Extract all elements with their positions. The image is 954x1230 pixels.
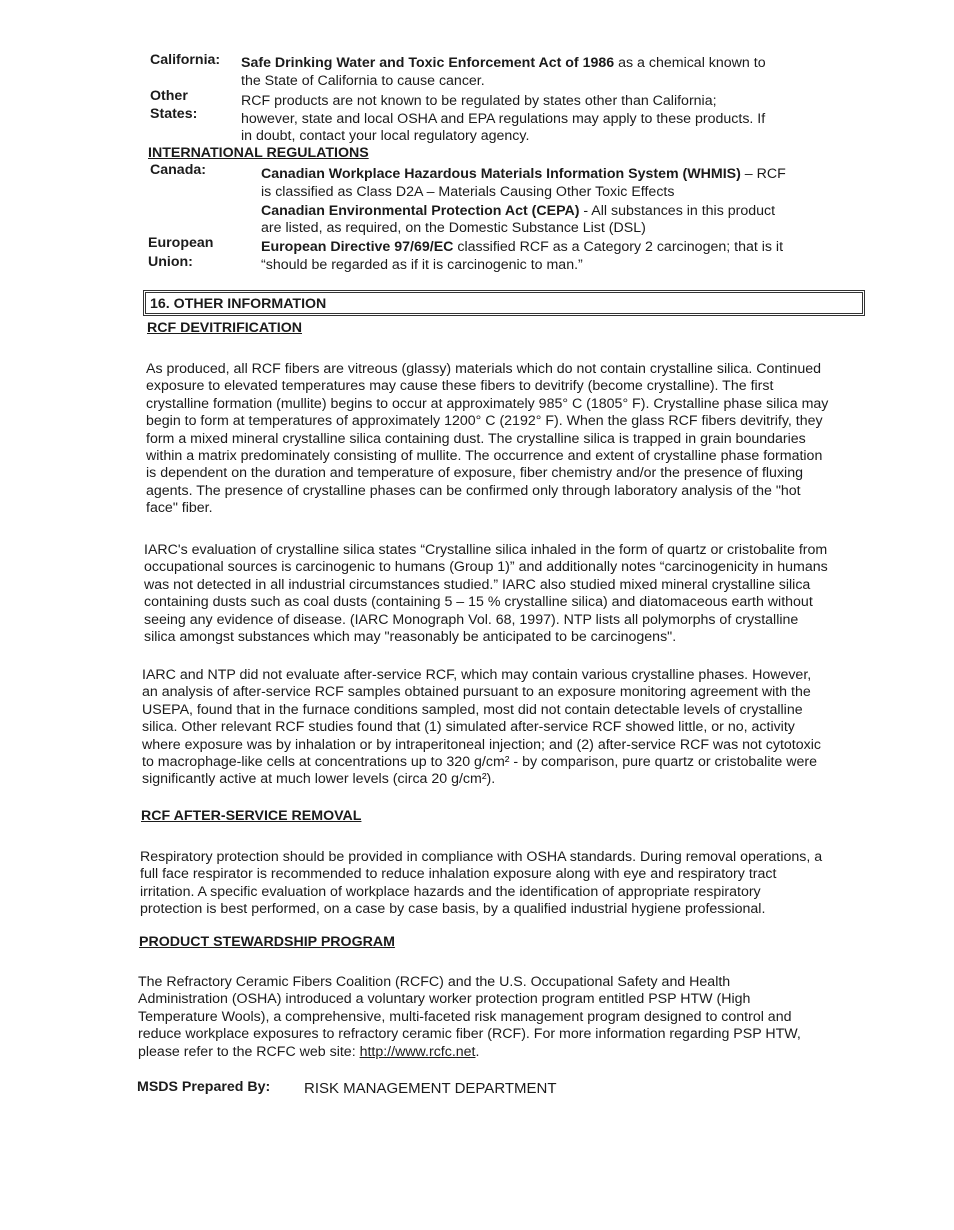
paragraph-line: to macrophage-like cells at concentrations up to 320 g/cm² - by comparison, pure quartz or cristobalite were (142, 754, 818, 771)
paragraph-line: begin to form at temperatures of approximately 1200° C (2192° F). When the glass RCF fibers devitrify, they (146, 413, 823, 430)
other-states-label-2: States: (150, 106, 198, 122)
california-line2: the State of California to cause cancer. (241, 73, 485, 89)
paragraph-line: is dependent on the duration and temperature of exposure, fiber chemistry and/or the presence of fluxing (146, 465, 803, 482)
paragraph-line: silica amongst substances which may "reasonably be anticipated to be carcinogens". (144, 629, 677, 646)
devitrification-paragraph (146, 361, 886, 518)
california-act-rest: as a chemical known to (614, 55, 766, 71)
paragraph-line: face" fiber. (146, 500, 213, 517)
international-heading: INTERNATIONAL REGULATIONS (148, 145, 369, 161)
paragraph-line: Temperature Wools), a comprehensive, multi-faceted risk management program designed to control and (138, 1008, 792, 1025)
prepared-by-label: MSDS Prepared By: (137, 1079, 271, 1095)
removal-paragraph (140, 849, 888, 919)
paragraph-line: agents. The presence of crystalline phases can be confirmed only through laboratory analysis of the "hot (146, 482, 801, 499)
paragraph-line: seeing any evidence of disease. (IARC Monograph Vol. 68, 1997). NTP lists all polymorphs of crystalline (144, 611, 799, 628)
paragraph-line: significantly active at much lower levels (circa 20 g/cm²). (142, 771, 496, 788)
stewardship-paragraph (138, 974, 878, 1061)
other-states-line3: in doubt, contact your local regulatory agency. (241, 128, 530, 144)
cepa-line2: are listed, as required, on the Domestic Substance List (DSL) (261, 220, 646, 236)
whmis-name: Canadian Workplace Hazardous Materials Information System (WHMIS) (261, 166, 741, 182)
paragraph-line: The Refractory Ceramic Fibers Coalition (RCFC) and the U.S. Occupational Safety and Health (138, 974, 731, 990)
eu-directive-name: European Directive 97/69/EC (261, 239, 454, 255)
california-label: California: (150, 52, 221, 68)
whmis-line2: is classified as Class D2A – Materials Causing Other Toxic Effects (261, 184, 675, 200)
whmis-text (261, 166, 786, 183)
paragraph-line: form a mixed mineral crystalline silica containing dust. The crystalline silica is trapped in grain boundaries (146, 430, 806, 447)
paragraph-line: silica. Other relevant RCF studies found that (1) simulated after-service RCF showed little, or no, activity (142, 719, 795, 736)
after-service-paragraph (142, 667, 887, 789)
section-16-title: 16. OTHER INFORMATION (150, 296, 327, 312)
paragraph-line: Administration (OSHA) introduced a voluntary worker protection program entitled PSP HTW (High (138, 991, 751, 1008)
eu-line2: “should be regarded as if it is carcinogenic to man.” (261, 257, 583, 273)
paragraph-line: IARC and NTP did not evaluate after-service RCF, which may contain various crystalline phases. However, (142, 667, 812, 683)
paragraph-line: within a matrix predominately consisting of mullite. The occurrence and extent of crystalline phase formation (146, 448, 823, 465)
paragraph-line: an analysis of after-service RCF samples obtained pursuant to an exposure monitoring agreement with the (142, 684, 811, 701)
paragraph-line: irritation. A specific evaluation of workplace hazards and the identification of appropriate respiratory (140, 883, 761, 900)
paragraph-line: protection is best performed, on a case by case basis, by a qualified industrial hygiene professional. (140, 901, 766, 918)
after-service-removal-heading: RCF AFTER-SERVICE REMOVAL (141, 808, 362, 824)
paragraph-line: reduce workplace exposures to refractory ceramic fiber (RCF). For more information regarding PSP HTW, (138, 1026, 801, 1043)
other-states-line2: however, state and local OSHA and EPA regulations may apply to these products. If (241, 111, 766, 127)
paragraph-line: where exposure was by inhalation or by intraperitoneal injection; and (2) after-service RCF was not cytotoxic (142, 736, 821, 753)
paragraph-line: occupational sources is carcinogenic to humans (Group 1)” and additionally notes “carcinogenicity in humans (144, 559, 828, 576)
paragraph-line: USEPA, found that in the furnace conditions sampled, most did not contain detectable levels of crystalline (142, 701, 803, 718)
canada-label: Canada: (150, 162, 206, 178)
paragraph-line: Respiratory protection should be provided in compliance with OSHA standards. During removal operations, a (140, 849, 823, 865)
other-states-label-1: Other (150, 88, 188, 104)
paragraph-line: exposure to elevated temperatures may cause these fibers to devitrify (become crystalline). The first (146, 378, 774, 395)
paragraph-line: crystalline formation (mullite) begins to occur at approximately 985° C (1805° F). Crystalline phase silica may (146, 395, 829, 412)
paragraph-line: full face respirator is recommended to reduce inhalation exposure along with eye and respiratory tract (140, 866, 777, 883)
stewardship-heading: PRODUCT STEWARDSHIP PROGRAM (139, 934, 395, 950)
cepa-text (261, 203, 775, 220)
paragraph-line (138, 1044, 878, 1061)
paragraph-line: As produced, all RCF fibers are vitreous (glassy) materials which do not contain crystalline silica. Continued (146, 361, 821, 377)
rcfc-website-link[interactable]: http://www.rcfc.net (359, 1043, 476, 1060)
paragraph-line: was not detected in all industrial circumstances studied.” IARC also studied mixed mineral crystalline silica (144, 576, 811, 593)
eu-text (261, 239, 783, 256)
section-16-header-box (143, 290, 865, 316)
california-text (241, 55, 766, 72)
eu-label-2: Union: (148, 254, 193, 270)
eu-label-1: European (148, 235, 214, 251)
paragraph-line: containing dusts such as coal dusts (containing 5 – 15 % crystalline silica) and diatomaceous earth without (144, 594, 813, 611)
iarc-paragraph (144, 542, 889, 646)
other-states-line1: RCF products are not known to be regulated by states other than California; (241, 93, 717, 109)
paragraph-line: IARC's evaluation of crystalline silica states “Crystalline silica inhaled in the form of quartz or cristobalite from (144, 542, 828, 558)
cepa-rest: - All substances in this product (579, 203, 776, 219)
link-suffix: . (475, 1043, 480, 1060)
whmis-rest: – RCF (740, 166, 786, 182)
devitrification-heading: RCF DEVITRIFICATION (147, 320, 303, 336)
link-prefix: please refer to the RCFC web site: (138, 1043, 360, 1060)
prepared-by-value: RISK MANAGEMENT DEPARTMENT (304, 1080, 557, 1097)
eu-directive-rest: classified RCF as a Category 2 carcinogen; that is it (453, 239, 784, 255)
cepa-name: Canadian Environmental Protection Act (CEPA) (261, 203, 580, 219)
california-act-name: Safe Drinking Water and Toxic Enforcement Act of 1986 (241, 55, 615, 71)
